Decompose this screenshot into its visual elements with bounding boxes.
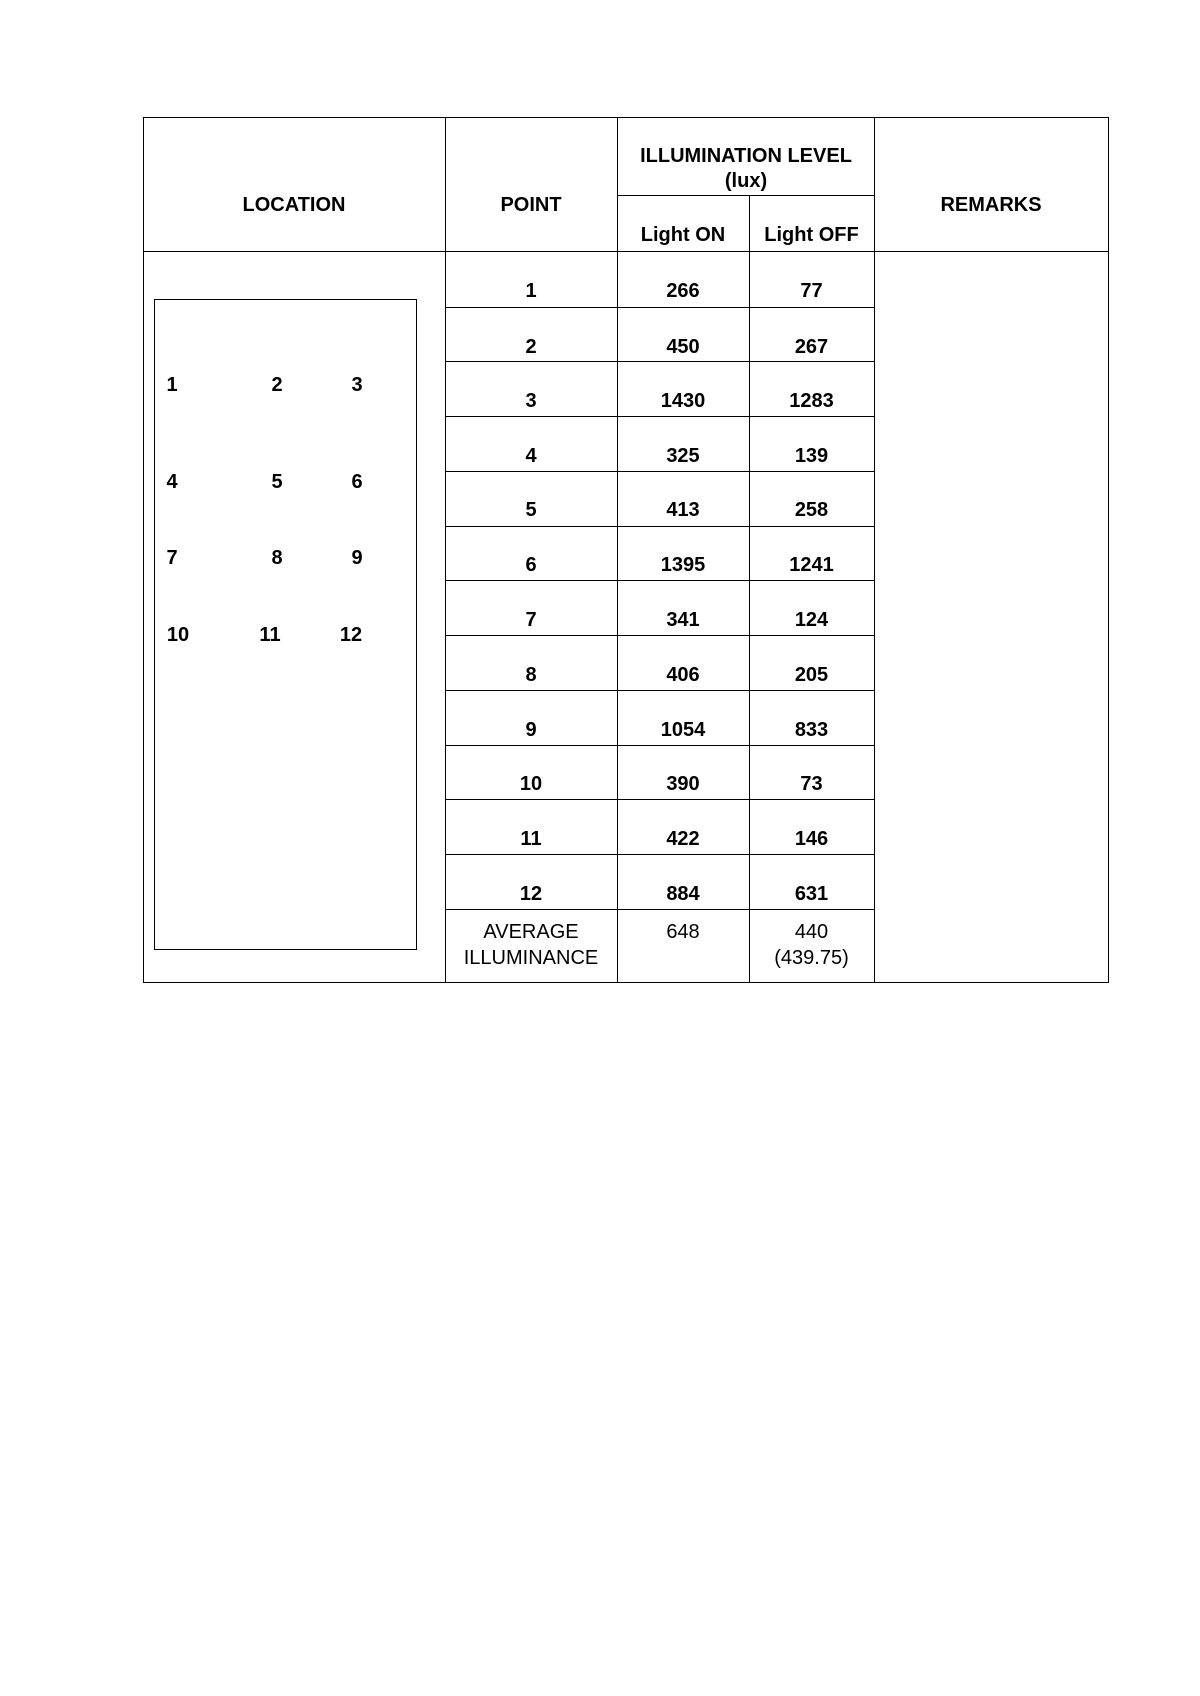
table-row-light-on: 325 [666,445,700,467]
table-row-light-off: 124 [794,609,829,631]
remarks-cell [875,252,1108,982]
table-row-point: 3 [525,390,537,412]
row-divider [445,635,875,636]
row-divider [445,909,875,910]
table-row-point: 10 [519,773,543,795]
point-header: POINT [500,194,562,216]
row-divider [445,690,875,691]
table-row-light-on: 341 [666,609,700,631]
location-point-label: 11 [259,624,281,646]
table-row-light-off: 1241 [789,554,834,576]
location-header: LOCATION [242,194,346,216]
table-row-light-off: 205 [794,664,829,686]
row-divider [445,307,875,308]
location-point-label: 8 [271,547,283,569]
table-row-light-on: 1395 [660,554,706,576]
table-row-light-off: 139 [794,445,829,467]
location-point-label: 12 [339,624,363,646]
average-light-off: 440 [794,921,829,943]
table-row-point: 4 [525,445,537,467]
table-row-light-on: 884 [666,883,700,905]
row-divider [445,580,875,581]
table-row-light-on: 406 [666,664,700,686]
table-row-point: 1 [525,280,537,302]
table-row-point: 12 [519,883,543,905]
col-divider-on-off [749,195,750,983]
table-row-light-off: 1283 [789,390,834,412]
row-divider [445,745,875,746]
location-point-label: 2 [271,374,283,396]
table-row-light-on: 266 [666,280,700,302]
average-label: AVERAGE [483,921,579,943]
table-row-point: 6 [525,554,537,576]
average-light-off-exact: (439.75) [774,947,849,969]
average-label-line2: ILLUMINANCE [463,947,599,969]
table-row-light-off: 631 [794,883,829,905]
row-divider [445,361,875,362]
remarks-header: REMARKS [940,194,1042,216]
row-divider [445,416,875,417]
table-top-border [143,117,1109,118]
location-point-label: 4 [166,471,178,493]
table-row-point: 2 [525,336,537,358]
row-divider [445,471,875,472]
table-row-point: 8 [525,664,537,686]
illumination-level-header: ILLUMINATION LEVEL [640,145,852,167]
location-point-label: 3 [351,374,363,396]
table-row-point: 11 [520,828,542,850]
illumination-unit-header: (lux) [724,170,768,192]
table-row-light-on: 1430 [660,390,706,412]
table-row-light-on: 1054 [660,719,706,741]
location-diagram [154,299,417,950]
location-point-label: 7 [166,547,178,569]
location-point-label: 10 [166,624,190,646]
table-row-light-off: 146 [794,828,829,850]
row-divider [445,854,875,855]
location-point-label: 9 [351,547,363,569]
table-row-light-off: 267 [794,336,829,358]
location-point-label: 6 [351,471,363,493]
table-row-light-on: 450 [666,336,700,358]
location-point-label: 1 [166,374,178,396]
row-divider [445,526,875,527]
table-row-light-off: 833 [794,719,829,741]
illum-subheader-divider [617,195,875,196]
light-on-header: Light ON [640,224,726,246]
table-row-light-off: 77 [800,280,823,302]
table-row-light-on: 422 [666,828,700,850]
table-bottom-border [143,982,1109,983]
table-row-light-on: 390 [666,773,700,795]
light-off-header: Light OFF [764,224,859,246]
table-row-light-off: 258 [794,499,829,521]
table-row-point: 9 [525,719,537,741]
table-right-border [1108,117,1109,983]
table-row-point: 7 [525,609,537,631]
table-row-light-on: 413 [666,499,700,521]
average-light-on: 648 [666,921,700,943]
row-divider [445,799,875,800]
table-row-point: 5 [525,499,537,521]
table-row-light-off: 73 [800,773,823,795]
location-point-label: 5 [271,471,283,493]
table-left-border [143,117,144,983]
